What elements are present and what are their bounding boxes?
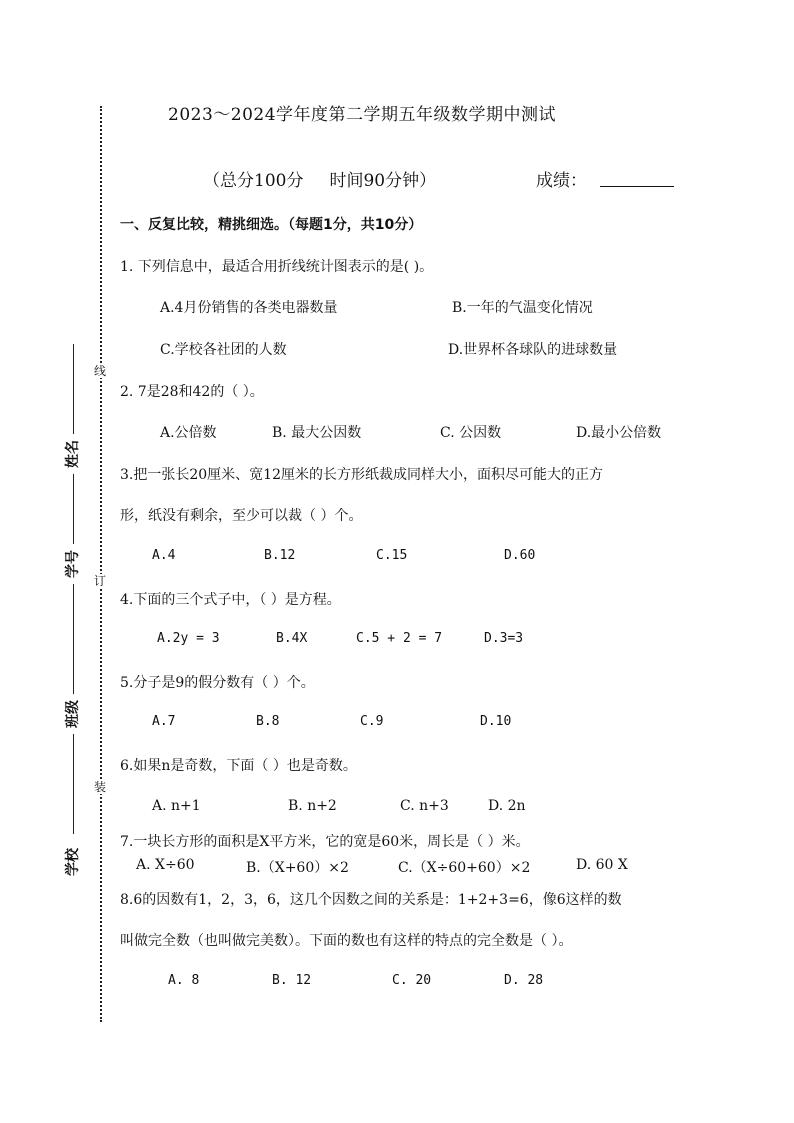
question-5-option-d[interactable]: D.10: [480, 714, 512, 729]
binding-char-ding: 订: [93, 574, 106, 588]
question-8-option-b[interactable]: B. 12: [272, 973, 312, 988]
question-1-option-d[interactable]: D.世界杯各球队的进球数量: [448, 342, 618, 358]
binding-char-zhuang: 装: [93, 780, 106, 794]
question-6-option-a[interactable]: A. n+1: [152, 798, 201, 814]
label-student-number: 学号: [65, 550, 81, 578]
question-7-option-a[interactable]: A. X÷60: [136, 857, 195, 873]
time-limit: 时间90分钟）: [329, 171, 437, 191]
label-school: 学校: [65, 848, 81, 876]
page-title: 2023～2024学年度第二学期五年级数学期中测试: [168, 105, 557, 125]
label-class: 班级: [65, 700, 81, 728]
class-blank-line[interactable]: [73, 584, 74, 694]
question-4-option-a[interactable]: A.2y = 3: [157, 631, 220, 646]
question-5-option-a[interactable]: A.7: [152, 714, 176, 729]
exam-info: [203, 166, 436, 191]
question-2-stem: 2. 7是28和42的（ ）。: [120, 384, 264, 400]
score-label: 成绩：: [536, 171, 587, 191]
question-3-option-d[interactable]: D.60: [504, 548, 536, 563]
question-6-option-b[interactable]: B. n+2: [288, 798, 337, 814]
section-title: 一、反复比较，精挑细选。（每题1分，共10分）: [120, 217, 423, 233]
question-1-option-c[interactable]: C.学校各社团的人数: [160, 342, 287, 358]
label-name: 姓名: [65, 440, 81, 468]
question-7-stem: 7.一块长方形的面积是X平方米，它的宽是60米，周长是（ ）米。: [120, 834, 530, 850]
score-blank[interactable]: [600, 186, 674, 187]
question-4-option-b[interactable]: B.4X: [276, 631, 308, 646]
question-2-option-b[interactable]: B. 最大公因数: [272, 425, 362, 441]
question-8-stem-line-2: 叫做完全数（也叫做完美数）。下面的数也有这样的特点的完全数是（ ）。: [120, 933, 573, 949]
question-3-stem-line-1: 3.把一张长20厘米、宽12厘米的长方形纸裁成同样大小，面积尽可能大的正方: [120, 467, 603, 483]
question-7-option-c[interactable]: C.（X÷60+60）×2: [398, 860, 531, 876]
question-8-option-d[interactable]: D. 28: [504, 973, 544, 988]
question-6-option-d[interactable]: D. 2n: [488, 798, 526, 814]
question-3-stem-line-2: 形，纸没有剩余，至少可以裁（ ）个。: [120, 508, 363, 524]
question-3-option-a[interactable]: A.4: [152, 548, 176, 563]
question-2-option-a[interactable]: A.公倍数: [160, 425, 217, 441]
question-5-option-b[interactable]: B.8: [256, 714, 280, 729]
question-5-option-c[interactable]: C.9: [360, 714, 384, 729]
question-1-stem: 1. 下列信息中，最适合用折线统计图表示的是( )。: [120, 259, 434, 275]
name-blank-line[interactable]: [73, 344, 74, 434]
question-8-option-a[interactable]: A. 8: [168, 973, 200, 988]
question-5-stem: 5.分子是9的假分数有（ ）个。: [120, 675, 315, 691]
question-1-option-b[interactable]: B.一年的气温变化情况: [452, 300, 593, 316]
question-6-option-c[interactable]: C. n+3: [400, 798, 449, 814]
question-4-option-c[interactable]: C.5 + 2 = 7: [356, 631, 443, 646]
question-4-option-d[interactable]: D.3=3: [484, 631, 524, 646]
question-8-stem-line-1: 8.6的因数有1，2，3，6，这几个因数之间的关系是：1+2+3=6，像6这样的数: [120, 892, 622, 908]
question-6-stem: 6.如果n是奇数，下面（ ）也是奇数。: [120, 758, 357, 774]
total-score: （总分100分: [203, 171, 304, 191]
student-number-blank-line[interactable]: [73, 474, 74, 544]
question-4-stem: 4.下面的三个式子中，（ ）是方程。: [120, 592, 341, 608]
school-blank-line[interactable]: [73, 734, 74, 834]
question-7-option-d[interactable]: D. 60 X: [576, 857, 628, 873]
question-3-option-c[interactable]: C.15: [376, 548, 408, 563]
question-1-option-a[interactable]: A.4月份销售的各类电器数量: [160, 300, 338, 316]
binding-char-xian: 线: [93, 364, 106, 378]
question-8-option-c[interactable]: C. 20: [392, 973, 432, 988]
question-2-option-c[interactable]: C. 公因数: [440, 425, 502, 441]
question-2-option-d[interactable]: D.最小公倍数: [576, 425, 662, 441]
question-7-option-b[interactable]: B.（X+60）×2: [246, 860, 349, 876]
binding-dotted-line: [100, 106, 102, 1022]
question-3-option-b[interactable]: B.12: [264, 548, 296, 563]
